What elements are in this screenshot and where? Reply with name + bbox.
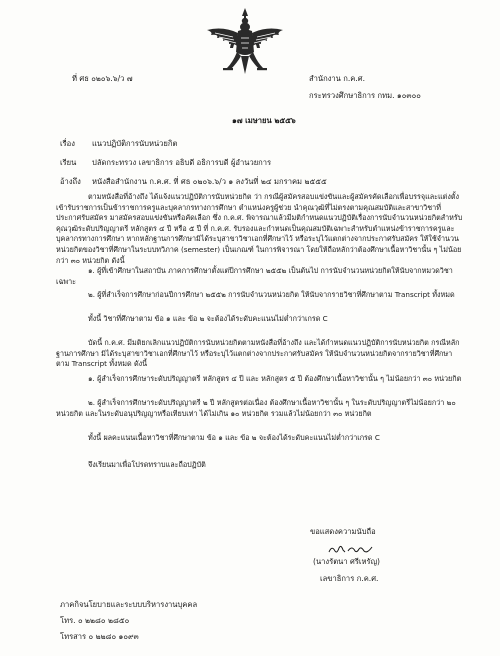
paragraph-new-rule: บัดนี้ ก.ค.ศ. มีมติยกเลิกแนวปฏิบัติการนับหน่วยกิตตามหนังสือที่อ้างถึง และได้กำหนดแนวปฏิบัติการนับหน่วยกิต กรณีหลักฐานการศึกษา มิได้ระบุสาขาวิชาเอกที่ศึกษาไว้ หรือระบุไว้แตกต่างจากประกาศรับสมัคร ให้นับจำนวนหน่วยกิตจากรายวิชาที่ศึกษาตาม Transcript ทั้งหมด ดังนี้ <box>56 338 460 369</box>
reference-text: หนังสือสำนักงาน ก.ค.ศ. ที่ ศธ ๐๒๐๖.๖/ว ๑ ลงวันที่ ๒๔ มกราคม ๒๕๕๕ <box>92 177 327 186</box>
document-date: ๑๗ เมษายน ๒๕๕๖ <box>232 116 296 125</box>
addressee-label: เรียน <box>60 158 77 167</box>
subject-label: เรื่อง <box>60 139 75 148</box>
reference-number: ที่ ศธ ๐๒๐๖.๖/ว ๗ <box>72 74 133 83</box>
paragraph-1-item-1: ๑. ผู้ที่เข้าศึกษาในสถาบัน ภาคการศึกษาตั้งแต่ปีการศึกษา ๒๕๕๒ เป็นต้นไป การนับจำนวนหน่วยกิตให้นับจากหมวดวิชาเฉพาะ <box>56 266 453 286</box>
footer-phone: โทร. ๐ ๒๒๘๐ ๒๘๕๐ <box>60 616 130 625</box>
signer-position: เลขาธิการ ก.ค.ศ. <box>320 574 379 583</box>
regards-text: ขอแสดงความนับถือ <box>310 527 376 536</box>
paragraph-2-item-1: ๑. ผู้สำเร็จการศึกษาระดับปริญญาตรี หลักสูตร ๔ ปี และ หลักสูตร ๕ ปี ต้องศึกษาเนื้อหาวิชานั้น ๆ ไม่น้อยกว่า ๓๐ หน่วยกิต <box>88 374 462 383</box>
subject-text: แนวปฏิบัติการนับหน่วยกิต <box>92 139 178 148</box>
paragraph-1-note: ทั้งนี้ วิชาที่ศึกษาตาม ข้อ ๑ และ ข้อ ๒ จะต้องได้ระดับคะแนนไม่ต่ำกว่าเกรด C <box>88 314 328 323</box>
signer-name: (นางรัตนา ศรีเหรัญ) <box>313 557 381 566</box>
footer-department: ภาคกิจนโยบายและระบบบริหารงานบุคคล <box>60 600 198 609</box>
handwritten-signature <box>328 543 374 555</box>
garuda-emblem-icon <box>197 6 293 86</box>
paragraph-2-item-2: ๒. ผู้สำเร็จการศึกษาระดับปริญญาตรี ๒ ปี หลักสูตรต่อเนื่อง ต้องศึกษาเนื้อหาวิชานั้น ๆ ในระดับปริญญาตรีไม่น้อยกว่า ๒๐ หน่วยกิต และในระดับอนุปริญญาหรือเทียบเท่า ได้ไม่เกิน ๑๐ หน่วยกิต รวมแล้วไม่น้อยกว่า ๓๐ หน่วยกิต <box>56 398 456 418</box>
office-address: กระทรวงศึกษาธิการ กทม. ๑๐๓๐๐ <box>309 91 421 100</box>
addressee-text: ปลัดกระทรวง เลขาธิการ อธิบดี อธิการบดี ผู้อำนวยการ <box>92 158 272 167</box>
footer-fax: โทรสาร ๐ ๒๒๘๐ ๑๐๙๓ <box>60 632 139 641</box>
issuing-office: สำนักงาน ก.ค.ศ. <box>309 74 366 83</box>
paragraph-1-item-2: ๒. ผู้ที่สำเร็จการศึกษาก่อนปีการศึกษา ๒๕๕๒ การนับจำนวนหน่วยกิต ให้นับจากรายวิชาที่ศึกษาตาม Transcript ทั้งหมด <box>88 290 455 299</box>
paragraph-2-note: ทั้งนี้ ผลคะแนนเนื้อหาวิชาที่ศึกษาตาม ข้อ ๑ และ ข้อ ๒ จะต้องได้ระดับคะแนนไม่ต่ำกว่าเกรด C <box>88 433 380 442</box>
reference-label: อ้างถึง <box>60 177 81 186</box>
closing-line: จึงเรียนมาเพื่อโปรดทราบและถือปฏิบัติ <box>88 460 206 469</box>
paragraph-background: ตามหนังสือที่อ้างถึง ได้แจ้งแนวปฏิบัติการนับหน่วยกิต ว่า กรณีผู้สมัครสอบแข่งขันและผู้สมัครคัดเลือกเพื่อบรรจุและแต่งตั้งเข้ารับราชการเป็นข้าราชการครูและบุคลากรทางการศึกษา ตำแหน่งครูผู้ช่วย นำคุณวุฒิที่ไม่ตรงตามคุณสมบัติและสาขาวิชาที่ประกาศรับสมัคร มาสมัครสอบแข่งขันหรือคัดเลือก ซึ่ง ก.ค.ศ. พิจารณาแล้วมีมติกำหนดแนวปฏิบัติเรื่องการนับจำนวนหน่วยกิตสำหรับคุณวุฒิระดับปริญญาตรี หลักสูตร ๔ ปี หรือ ๕ ปี ที่ ก.ค.ศ. รับรองและกำหนดเป็นคุณสมบัติเฉพาะสำหรับตำแหน่งข้าราชการครูและบุคลากรทางการศึกษา หากหลักฐานการศึกษามิได้ระบุสาขาวิชาเอกที่ศึกษาไว้ หรือระบุไว้แตกต่างจากประกาศรับสมัคร ให้ใช้จำนวนหน่วยกิตของวิชาที่ศึกษาในระบบทวิภาค (semester) เป็นเกณฑ์ ในการพิจารณา โดยให้ถือหลักว่าต้องศึกษาเนื้อหาวิชานั้น ๆ ไม่น้อยกว่า ๓๐ หน่วยกิต ดังนี้ <box>56 192 463 265</box>
